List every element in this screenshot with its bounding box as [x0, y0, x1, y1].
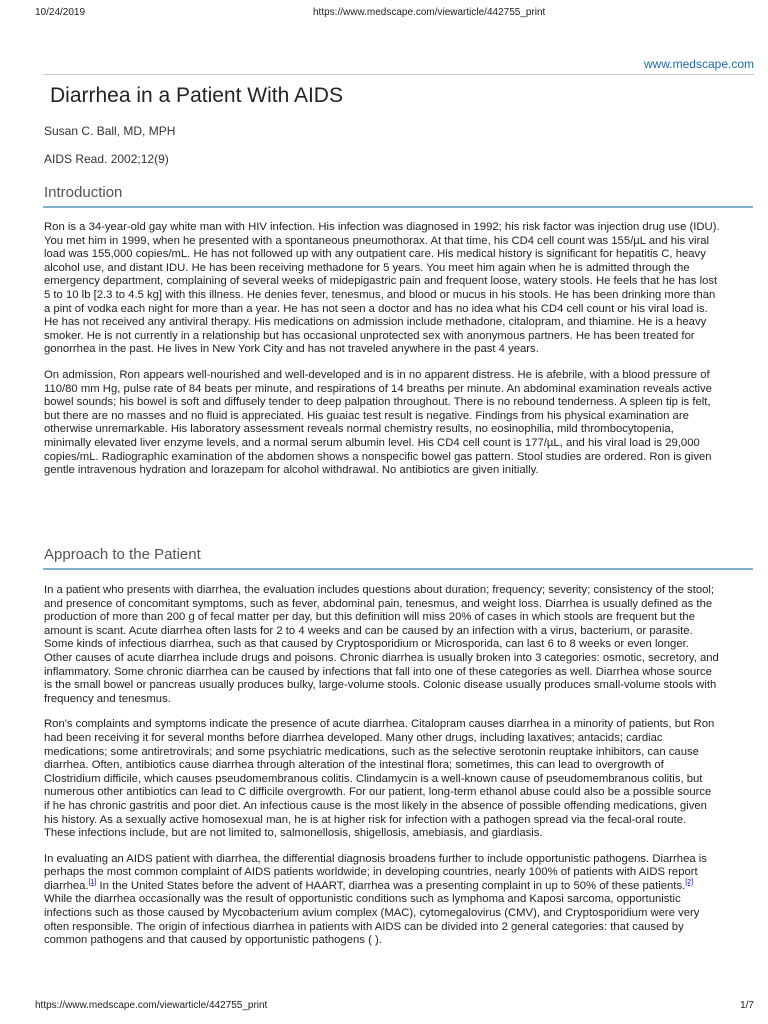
paragraph-text: In the United States before the advent of HAART, diarrhea was a presenting complaint in up to 50% of these patients. [96, 879, 686, 892]
print-footer [0, 1000, 768, 1020]
page-number: 1/7 [740, 1000, 754, 1011]
print-footer-url: https://www.medscape.com/viewarticle/442755_print [35, 1000, 268, 1011]
article-author: Susan C. Ball, MD, MPH [44, 124, 176, 138]
article-title: Diarrhea in a Patient With AIDS [50, 84, 343, 107]
paragraph: Ron's complaints and symptoms indicate the presence of acute diarrhea. Citalopram causes diarrhea in a minority of patients, but Ron had been receiving it for several months before diarrhea developed. Many other drugs, including laxatives; antacids; cardiac medications; some antiretrovirals; and some psychiatric medications, such as the selective serotonin reuptake inhibitors, can cause diarrhea. Often, antibiotics cause diarrhea through alteration of the intestinal flora; sometimes, this can lead to overgrowth of Clostridium difficile, which causes pseudomembranous colitis. Clindamycin is a well-known cause of pseudomembranous colitis, but numerous other antibiotics can lead to C difficile overgrowth. For our patient, long-term ethanol abuse could also be a possible source if he has chronic gastritis and poor diet. An infectious cause is the most likely in the absence of possible offending medications, given his history. As a sexually active homosexual man, he is at higher risk for infection with a pathogen spread via the fecal-oral route. These infections include, but are not limited to, salmonellosis, shigellosis, amebiasis, and giardiasis. [44, 718, 715, 840]
section-divider [43, 568, 753, 570]
paragraph: In a patient who presents with diarrhea, the evaluation includes questions about duration; frequency; severity; consistency of the stool; and presence of concomitant symptoms, such as fever, abdominal pain, tenesmus, and weight loss. Diarrhea is usually defined as the production of more than 200 g of fecal matter per day, but this definition will miss 20% of cases in which stools are frequent but the amount is scant. Acute diarrhea often lasts for 2 to 4 weeks and can be caused by an infection with a virus, bacterium, or parasite. Some kinds of infectious diarrhea, such as that caused by Cryptosporidium or Microsporida, can last 6 to 8 weeks or even longer. Other causes of acute diarrhea include drugs and poisons. Chronic diarrhea is usually broken into 3 categories: osmotic, secretory, and inflammatory. Some chronic diarrhea can be caused by infections that fall into one of these categories as well. Diarrhea whose source is the small bowel or pancreas usually produces bulky, large-volume stools. Colonic disease usually produces small-volume stools with frequency and tenesmus. [44, 584, 719, 705]
header-divider [43, 74, 754, 75]
paragraph: Ron is a 34-year-old gay white man with HIV infection. His infection was diagnosed in 1992; his risk factor was injection drug use (IDU). You met him in 1999, when he presented with a spontaneous pneumothorax. At that time, his CD4 cell count was 155/µL and his viral load was 155,000 copies/mL. He has not followed up with any outpatient care. His medical history is significant for hepatitis C, heavy alcohol use, and distant IDU. He has been receiving methadone for 5 years. You meet him again when he is admitted through the emergency department, complaining of several weeks of midepigastric pain and frequent loose, watery stools. He feels that he has lost 5 to 10 lb [2.3 to 4.5 kg] with this illness. He denies fever, tenesmus, and blood or mucus in his stools. He has been drinking more than a pint of vodka each night for more than a year. He has not seen a doctor and has no idea what his CD4 cell count or his viral load is. He has not received any antiviral therapy. His medications on admission include methadone, citalopram, and thiamine. He is a heavy smoker. He is not currently in a relationship but has occasional unprotected sex with anonymous partners. He has been treated for gonorrhea in the past. He lives in New York City and has not traveled anywhere in the past 4 years. [44, 221, 720, 356]
medscape-site-link[interactable]: www.medscape.com [643, 57, 754, 71]
paragraph: On admission, Ron appears well-nourished and well-developed and is in no apparent distress. He is afebrile, with a blood pressure of 110/80 mm Hg, pulse rate of 84 beats per minute, and respirations of 14 breaths per minute. An abdominal examination reveals active bowel sounds; his bowel is soft and diffusely tender to deep palpation throughout. There is no rebound tenderness. A spleen tip is felt, but there are no masses and no fluid is appreciated. His guaiac test result is negative. Findings from his physical examination are otherwise unremarkable. His laboratory assessment reveals normal chemistry results, no eosinophilia, mild thrombocytopenia, minimally elevated liver enzyme levels, and a normal serum albumin level. His CD4 cell count is 177/µL, and his viral load is 29,000 copies/mL. Radiographic examination of the abdomen shows a nonspecific bowel gas pattern. Stool studies are ordered. Ron is given gentle intravenous hydration and lorazepam for alcohol withdrawal. No antibiotics are given initially. [44, 368, 712, 477]
print-date: 10/24/2019 [35, 7, 86, 18]
introduction-body [44, 221, 720, 490]
section-heading-approach: Approach to the Patient [44, 546, 201, 563]
paragraph-text: In evaluating an AIDS patient with diarrhea, the differential diagnosis broadens further to include opportunistic pathogens. Diarrhea is perhaps the most common complaint of AIDS patients worldwide; in developing countries, nearly 100% of patients with AIDS report diarrhea. [44, 852, 707, 892]
section-divider [43, 206, 753, 208]
reference-link[interactable]: [1] [88, 879, 97, 887]
print-header [0, 0, 768, 20]
reference-link[interactable]: [2] [685, 879, 694, 887]
paragraph [44, 853, 720, 948]
print-url: https://www.medscape.com/viewarticle/442755_print [313, 7, 546, 18]
paragraph-text: While the diarrhea occasionally was the result of opportunistic conditions such as lymphoma and Kaposi sarcoma, opportunistic infections such as those caused by Mycobacterium avium complex (MAC), cytomegalovirus (CMV), and Cryptosporidium were very often responsible. The origin of infectious diarrhea in patients with AIDS can be divided into 2 general categories: that caused by common pathogens and that caused by opportunistic pathogens ( ). [44, 893, 700, 947]
section-heading-introduction: Introduction [44, 184, 123, 201]
approach-body [44, 584, 720, 960]
article-citation: AIDS Read. 2002;12(9) [44, 152, 169, 166]
